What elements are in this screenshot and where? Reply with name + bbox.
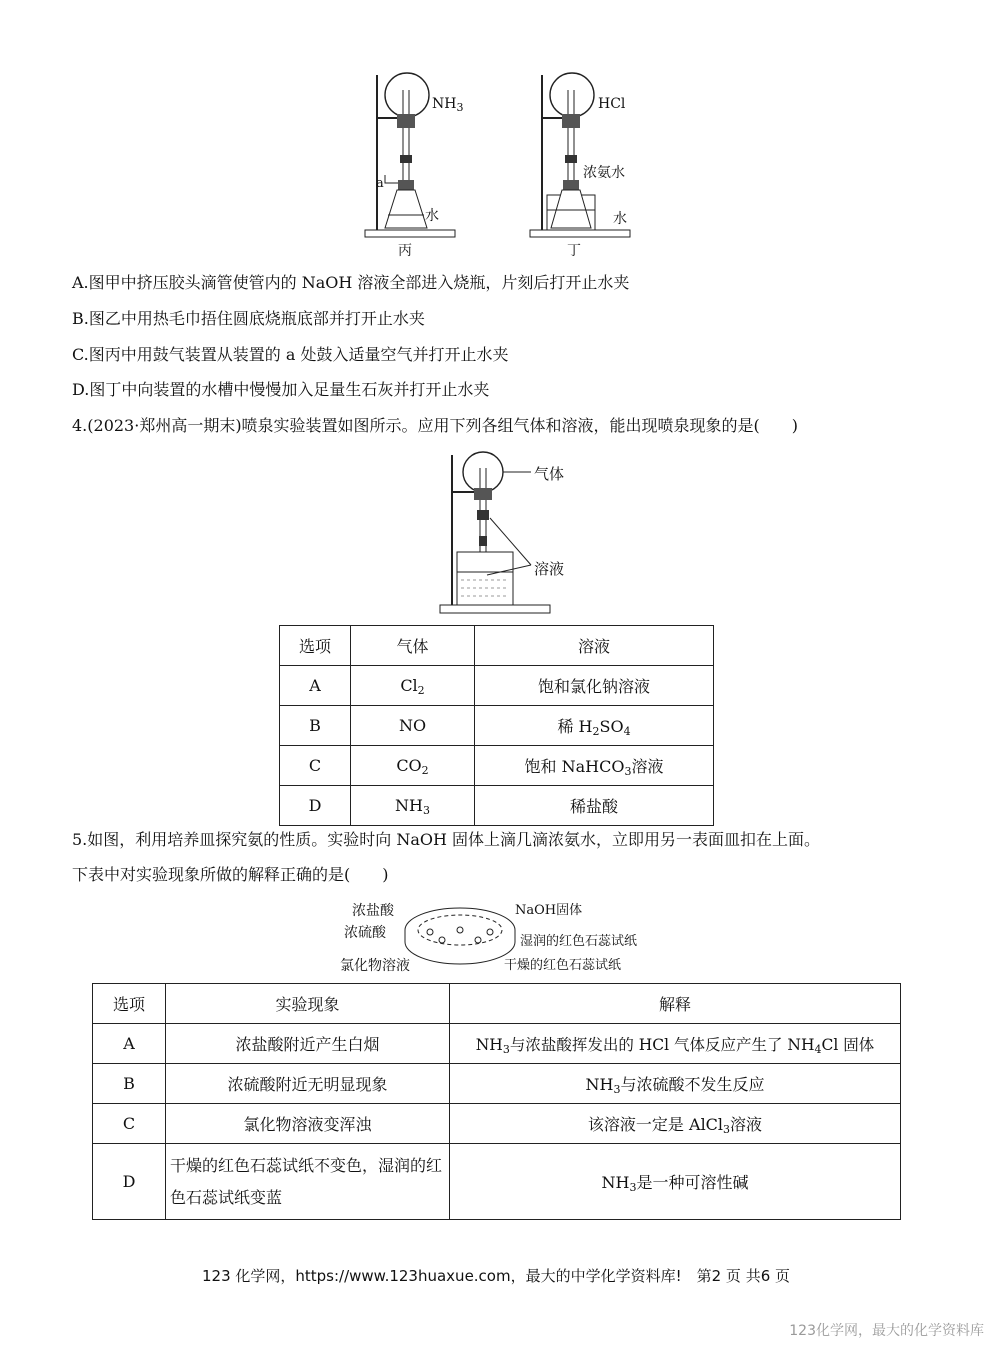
q5-row-c-option: C (93, 1104, 166, 1144)
q5-row-b-option: B (93, 1064, 166, 1104)
q4-row-a-gas: $Cl_2$ (351, 666, 475, 706)
fig-gas-label: 气体 (534, 465, 565, 483)
q4-row-b-option: B (280, 706, 351, 746)
page-footer: 123 化学网，https://www.123huaxue.com，最大的中学化学资料库! 第2 页 共6 页 (201, 1267, 791, 1285)
q4-row-d-gas: $NH_3$ (351, 786, 475, 826)
water-label-right: 水 (613, 211, 627, 227)
q4-table (279, 625, 714, 826)
q5-header-phenomenon: 实验现象 (166, 984, 450, 1024)
q5-row-b-phenomenon: 浓硫酸附近无明显现象 (166, 1064, 450, 1104)
q5-row-a-explanation: $NH_3$与浓盐酸挥发出的 HCl 气体反应产生了 $NH_4Cl$ 固体 (450, 1024, 901, 1064)
q5-row-d-option: D (93, 1144, 166, 1220)
q5-row-a-option: A (93, 1024, 166, 1064)
q4-row-c-solution: 饱和 NaHCO$_3$溶液 (475, 746, 714, 786)
table-row (93, 1144, 901, 1220)
q4-header-option: 选项 (280, 626, 351, 666)
fig-label-h2so4: 浓硫酸 (344, 925, 386, 941)
liquid-label-ammonia: 浓氨水 (583, 165, 625, 181)
table-row (93, 1104, 901, 1144)
fig-label-hcl: 浓盐酸 (352, 903, 394, 919)
q5-stem-line1: 5.如图，利用培养皿探究氨的性质。实验时向 NaOH 固体上滴几滴浓氨水，立即用另一表面皿扣在上面。 (72, 830, 821, 849)
q5-header-option: 选项 (93, 984, 166, 1024)
table-row (280, 786, 714, 826)
petri-dish-icon (400, 900, 520, 970)
q4-row-d-option: D (280, 786, 351, 826)
table-row (93, 1024, 901, 1064)
q4-header-solution: 溶液 (475, 626, 714, 666)
q4-row-a-solution: 饱和氯化钠溶液 (475, 666, 714, 706)
water-label-left: 水 (425, 208, 439, 224)
q4-row-b-gas: NO (351, 706, 475, 746)
q4-header-gas: 气体 (351, 626, 475, 666)
q4-row-c-option: C (280, 746, 351, 786)
q5-table (92, 983, 901, 1220)
fig-label-naoh: NaOH固体 (515, 903, 583, 918)
point-a-label: a (376, 176, 384, 191)
table-row (280, 746, 714, 786)
q3-option-d: D.图丁中向装置的水槽中慢慢加入足量生石灰并打开止水夹 (72, 380, 490, 399)
fig-label-dry: 干燥的红色石蕊试纸 (504, 958, 622, 973)
fig-solution-label: 溶液 (534, 560, 565, 578)
q4-row-d-solution: 稀盐酸 (475, 786, 714, 826)
caption-bing: 丙 (398, 243, 412, 259)
q5-row-c-explanation: 该溶液一定是 AlCl$_3$溶液 (450, 1104, 901, 1144)
q5-header-explanation: 解释 (450, 984, 901, 1024)
table-row (280, 706, 714, 746)
q3-option-a: A.图甲中挤压胶头滴管使管内的 NaOH 溶液全部进入烧瓶，片刻后打开止水夹 (72, 273, 630, 292)
fig-label-chloride: 氯化物溶液 (340, 958, 410, 974)
q5-row-a-phenomenon: 浓盐酸附近产生白烟 (166, 1024, 450, 1064)
q5-row-b-explanation: $NH_3$与浓硫酸不发生反应 (450, 1064, 901, 1104)
gas-label-nh3: $NH_3$ (432, 96, 464, 114)
caption-ding: 丁 (567, 243, 581, 259)
q4-row-c-gas: $CO_2$ (351, 746, 475, 786)
table-row (280, 666, 714, 706)
q4-row-b-solution: 稀 $H_2SO_4$ (475, 706, 714, 746)
q5-row-d-phenomenon: 干燥的红色石蕊试纸不变色，湿润的红色石蕊试纸变蓝 (166, 1144, 450, 1220)
q4-stem: 4.(2023·郑州高一期末)喷泉实验装置如图所示。应用下列各组气体和溶液，能出现喷泉现象的是( ) (72, 416, 799, 435)
q3-option-b: B.图乙中用热毛巾捂住圆底烧瓶底部并打开止水夹 (72, 309, 425, 328)
q5-row-c-phenomenon: 氯化物溶液变浑浊 (166, 1104, 450, 1144)
fig-label-wet: 湿润的红色石蕊试纸 (520, 934, 638, 949)
q3-option-c: C.图丙中用鼓气装置从装置的 a 处鼓入适量空气并打开止水夹 (72, 345, 509, 364)
q4-row-a-option: A (280, 666, 351, 706)
gas-label-hcl: HCl (598, 96, 626, 112)
q5-row-d-explanation: $NH_3$是一种可溶性碱 (450, 1144, 901, 1220)
q5-stem-line2: 下表中对实验现象所做的解释正确的是( ) (72, 865, 389, 884)
watermark: 123化学网，最大的化学资料库 (789, 1323, 984, 1339)
table-row (93, 1064, 901, 1104)
